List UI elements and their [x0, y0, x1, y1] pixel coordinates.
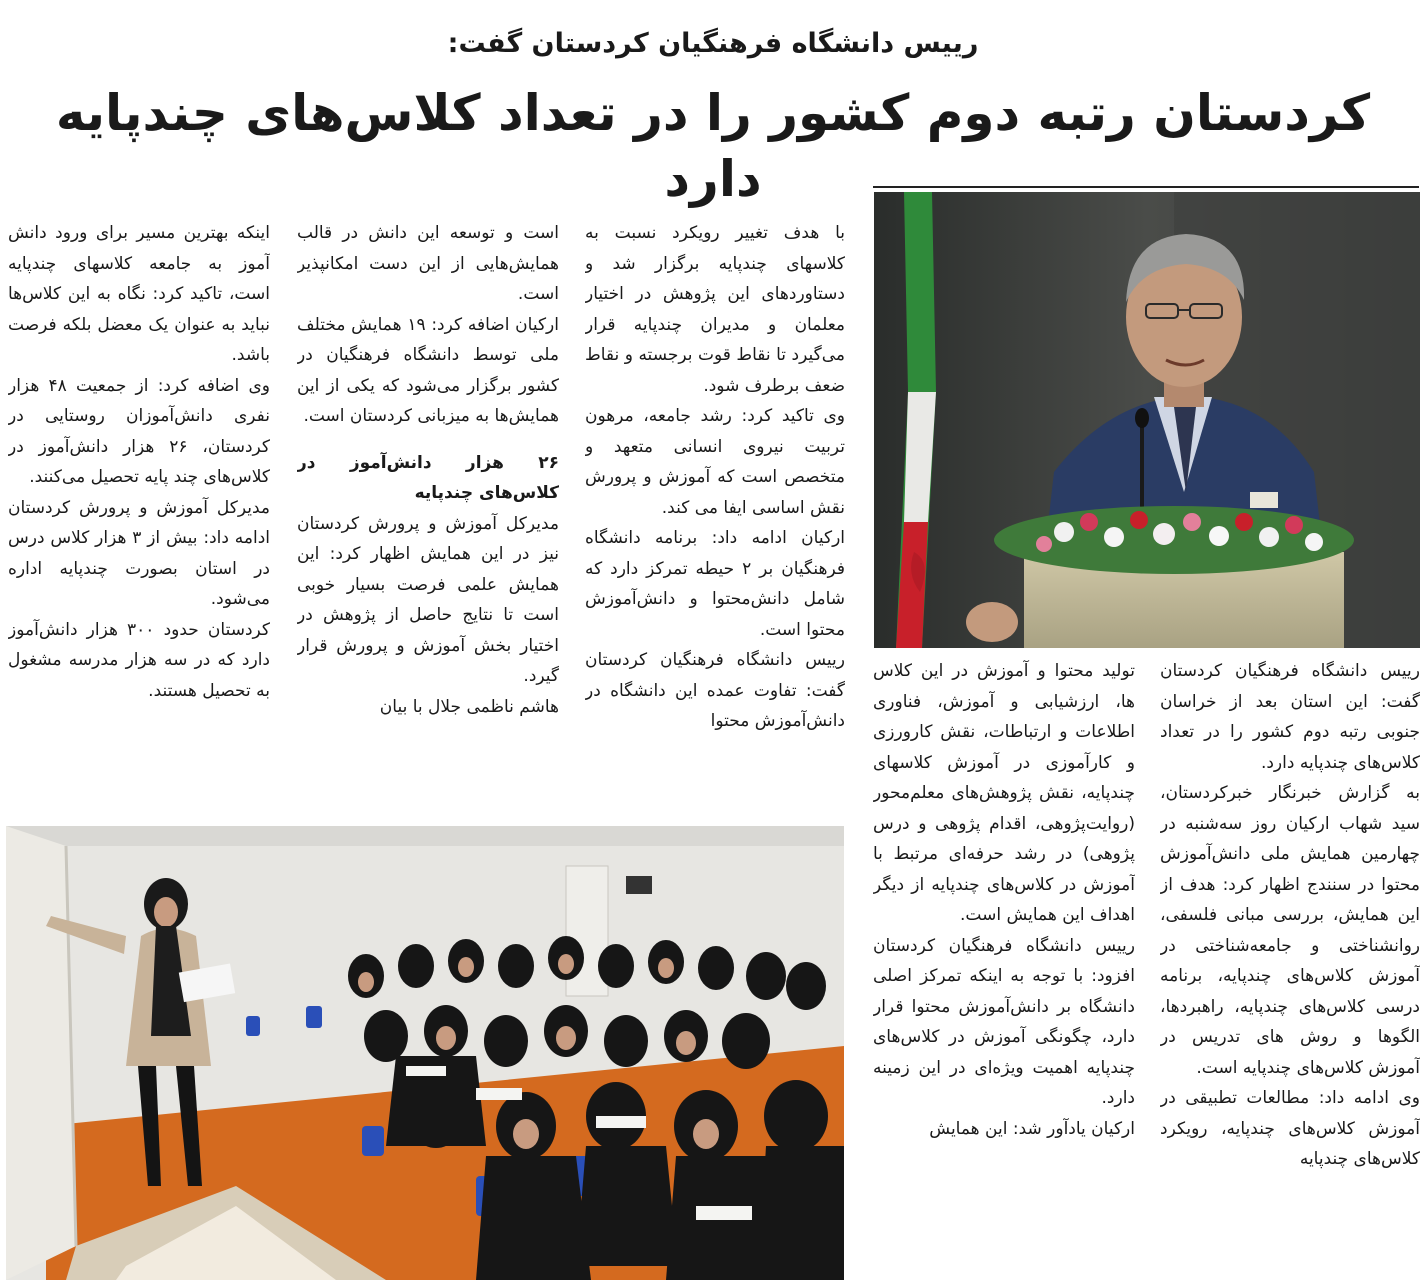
paragraph: وی ادامه داد: مطالعات تطبیقی در آموزش کلاس‌های چندپایه، رویکرد کلاس‌های چندپایه [1160, 1088, 1420, 1169]
paragraph: ارکیان اضافه کرد: ۱۹ همایش مختلف ملی توسط دانشگاه فرهنگیان در کشور برگزار می‌شود که یکی از این همایش‌ها به میزبانی کردستان است. [297, 314, 559, 426]
article-column-3 [585, 218, 845, 822]
paragraph: کردستان حدود ۳۰۰ هزار دانش‌آموز دارد که در سه هزار مدرسه مشغول به تحصیل هستند. [8, 619, 270, 701]
paragraph: است و توسعه این دانش در قالب همایش‌هایی از این دست امکانپذیر است. [297, 223, 559, 304]
paragraph: رییس دانشگاه فرهنگیان کردستان افزود: با توجه به اینکه تمرکز اصلی دانشگاه بر دانش‌آموزش محتوا قرار دارد، چگونگی آموزش در کلاس‌های چندپایه اهمیت ویژه‌ای در این زمینه دارد. [873, 935, 1135, 1108]
paragraph: تولید محتوا و آموزش در این کلاس ها، ارزشیابی و آموزش، فناوری اطلاعات و ارتباطات، نقش کارورزی و کارآموزی در آموزش کلاسهای چندپایه، نقش پژوهش‌های معلم‌محور (روایت‌پژوهی، اقدام پژوهی و درس پژوهی) در رشد حرفه‌ای مرتبط با آموزش در کلاس‌های چندپایه از دیگر اهداف این همایش است. [873, 661, 1135, 925]
article-kicker: رییس دانشگاه فرهنگیان کردستان گفت: [447, 28, 979, 59]
paragraph: رییس دانشگاه فرهنگیان کردستان گفت: تفاوت عمده این دانشگاه در دانش‌آموزش محتوا [585, 650, 845, 731]
paragraph: هاشم ناظمی جلال با بیان [379, 696, 559, 717]
paragraph: مدیرکل آموزش و پرورش کردستان ادامه داد: بیش از ۳ هزار کلاس درس در استان بصورت چندپایه اداره می‌شود. [8, 497, 270, 609]
article-column-5 [8, 218, 270, 822]
subheading: ۲۶ هزار دانش‌آموز در کلاس‌های چندپایه [297, 452, 559, 503]
article-column-1 [1160, 656, 1420, 1280]
article-column-4 [297, 218, 559, 822]
paragraph: رییس دانشگاه فرهنگیان کردستان گفت: این استان بعد از خراسان جنوبی رتبه دوم کشور را در تعداد کلاس‌های چندپایه دارد. [1160, 661, 1420, 773]
paragraph: ارکیان ادامه داد: برنامه دانشگاه فرهنگیان بر ۲ حیطه تمرکز دارد که شامل دانش‌محتوا و دانش‌آموزش محتوا است. [585, 528, 845, 640]
article-headline: کردستان رتبه دوم کشور را در تعداد کلاس‌های چندپایه دارد [55, 84, 1371, 208]
paragraph: ارکیان یادآور شد: این همایش [929, 1118, 1135, 1139]
article-column-2 [873, 656, 1135, 1280]
photo-top-rule [873, 186, 1419, 188]
paragraph: وی اضافه کرد: از جمعیت ۴۸ هزار نفری دانش‌آموزان روستایی در کردستان، ۲۶ هزار دانش‌آموز در کلاس‌های چند پایه تحصیل می‌کنند. [8, 375, 270, 487]
paragraph: با هدف تغییر رویکرد نسبت به کلاسهای چندپایه برگزار شد و دستاوردهای این پژوهش در اختیار معلمان و مدیران چندپایه قرار می‌گیرد تا نقاط قوت برجسته و نقاط ضعف برطرف شود. [585, 223, 845, 396]
paragraph: مدیرکل آموزش و پرورش کردستان نیز در این همایش اظهار کرد: این همایش علمی فرصت بسیار خوبی است تا نتایج حاصل از پژوهش در اختیار بخش آموزش و پرورش قرار گیرد. [297, 513, 559, 686]
classroom-photo [6, 826, 844, 1280]
paragraph: به گزارش خبرنگار خبرکردستان، سید شهاب ارکیان روز سه‌شنبه در چهارمین همایش ملی دانش‌آموزش محتوا در سنندج اظهار کرد: هدف از این همایش، بررسی مبانی فلسفی، روانشناختی و جامعه‌شناختی در آموزش کلاس‌های چندپایه، برنامه درسی کلاس‌های چندپایه، راهبردها، الگوها و روش های تدریس در آموزش کلاس‌های چندپایه است. [1160, 783, 1420, 1078]
paragraph: اینکه بهترین مسیر برای ورود دانش آموز به جامعه کلاسهای چندپایه است، تاکید کرد: نگاه به این کلاس‌ها نباید به عنوان یک معضل بلکه فرصت باشد. [8, 223, 270, 365]
paragraph: وی تاکید کرد: رشد جامعه، مرهون تربیت نیروی انسانی متعهد و متخصص است که آموزش و پرورش نقش اساسی ایفا می کند. [585, 406, 845, 518]
speaker-photo [874, 192, 1420, 648]
